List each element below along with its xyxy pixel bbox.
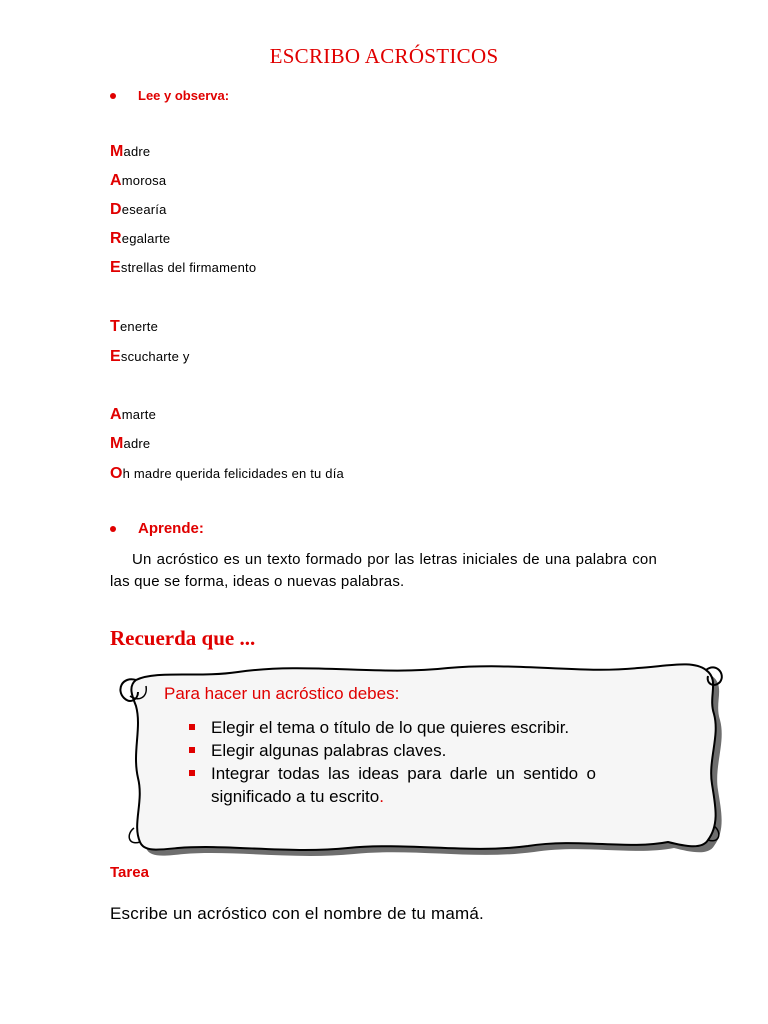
acrostic-line [110,435,150,453]
acrostic-rest: h madre querida felicidades en tu día [122,466,344,481]
acrostic-line [110,259,256,277]
acrostic-rest: strellas del firmamento [120,260,257,275]
step-end-mark: . [379,787,384,806]
observe-label: Lee y observa: [138,88,230,103]
acrostic-rest: esearía [121,202,167,217]
steps-list [188,716,596,808]
acrostic-rest: enerte [119,319,159,334]
bullet-dot-icon [110,526,116,532]
acrostic-line [110,201,167,219]
acrostic-line [110,406,156,424]
acrostic-rest: adre [123,144,151,159]
acrostic-line [110,348,190,366]
learn-label: Aprende: [138,520,204,537]
acrostic-initial: O [110,465,123,482]
acrostic-initial: M [110,143,124,160]
scroll-heading: Para hacer un acróstico debes: [164,684,400,703]
list-item [188,739,596,762]
red-square-bullet-icon [189,724,195,730]
step-text: Elegir algunas palabras claves. [211,741,447,760]
task-text: Escribe un acróstico con el nombre de tu mamá. [110,904,484,923]
bullet-dot-icon [110,93,116,99]
list-item [188,762,596,808]
acrostic-initial: D [110,201,122,218]
acrostic-line [110,172,166,190]
remember-heading: Recuerda que ... [110,626,256,650]
acrostic-line [110,318,158,336]
task-label: Tarea [110,864,149,881]
acrostic-rest: egalarte [121,231,171,246]
list-item [188,716,596,739]
red-square-bullet-icon [189,747,195,753]
acrostic-rest: marte [121,407,156,422]
acrostic-initial: E [110,348,121,365]
acrostic-rest: morosa [121,173,167,188]
acrostic-line [110,143,150,161]
acrostic-line [110,465,344,483]
acrostic-initial: M [110,435,124,452]
learn-bullet [110,520,204,537]
acrostic-initial: E [110,259,121,276]
acrostic-initial: A [110,172,122,189]
step-text: Integrar todas las ideas para darle un sentido o significado a tu escrito [211,764,596,806]
acrostic-initial: R [110,230,122,247]
acrostic-rest: adre [123,436,151,451]
step-text: Elegir el tema o título de lo que quieres escribir. [211,718,570,737]
acrostic-initial: A [110,406,122,423]
page-title: ESCRIBO ACRÓSTICOS [269,44,499,68]
acrostic-line [110,230,170,248]
learn-paragraph: Un acróstico es un texto formado por las letras iniciales de una palabra con las que se forma, ideas o nuevas palabras. [110,551,657,590]
red-square-bullet-icon [189,770,195,776]
observe-bullet [110,88,229,103]
acrostic-rest: scucharte y [120,349,190,364]
acrostic-initial: T [110,318,120,335]
